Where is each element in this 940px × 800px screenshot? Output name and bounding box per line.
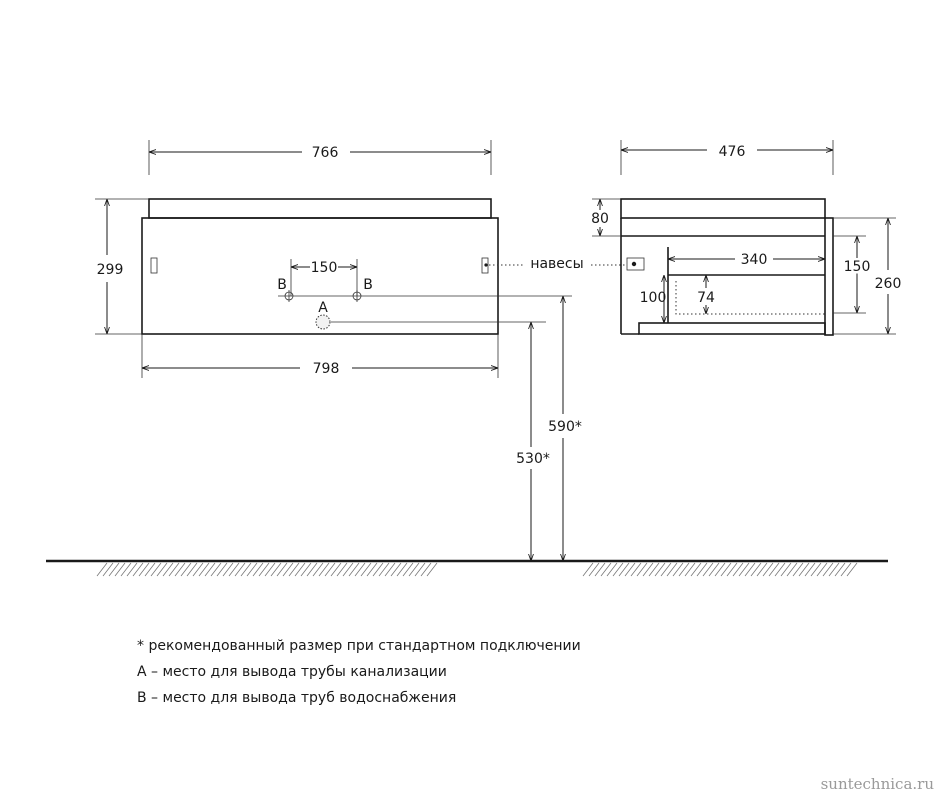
dim-depth: 476 [718,144,746,160]
dim-drawer-height: 150 [843,259,871,275]
dim-body-height: 260 [874,276,902,292]
label-b-right: B [363,277,373,293]
dim-top-thickness: 80 [591,211,609,227]
dim-inner-height: 100 [639,290,667,306]
side-back-panel [825,218,833,335]
label-a: A [318,300,328,316]
floor [46,561,888,576]
note-drain: A – место для вывода трубы канализации [137,664,447,680]
note-recommended: * рекомендованный размер при стандартном подключении [137,638,581,654]
left-hinge-icon [151,258,157,273]
floor-hatch-right [583,563,857,576]
floor-hatch-left [97,563,437,576]
dim-inner-depth: 74 [697,290,715,306]
dim-width-top: 766 [311,145,339,161]
label-b-left: B [277,277,287,293]
dim-height-a: 530* [516,451,550,467]
dim-drawer-depth: 340 [740,252,768,268]
drain-point-icon [316,315,330,329]
side-view [591,140,901,335]
front-countertop [149,199,491,218]
front-view [95,140,627,378]
dim-height-b: 590* [548,419,582,435]
dim-pipe-spacing: 150 [310,260,338,276]
mounting-heights [516,296,582,561]
note-water: B – место для вывода труб водоснабжения [137,690,457,706]
hinge-label: навесы [530,256,584,272]
dim-height: 299 [96,262,124,278]
dim-width-bottom: 798 [312,361,340,377]
legend-notes [137,633,581,711]
side-bottom-plate [639,323,825,334]
watermark: suntechnica.ru [820,775,934,793]
side-countertop [621,199,825,218]
